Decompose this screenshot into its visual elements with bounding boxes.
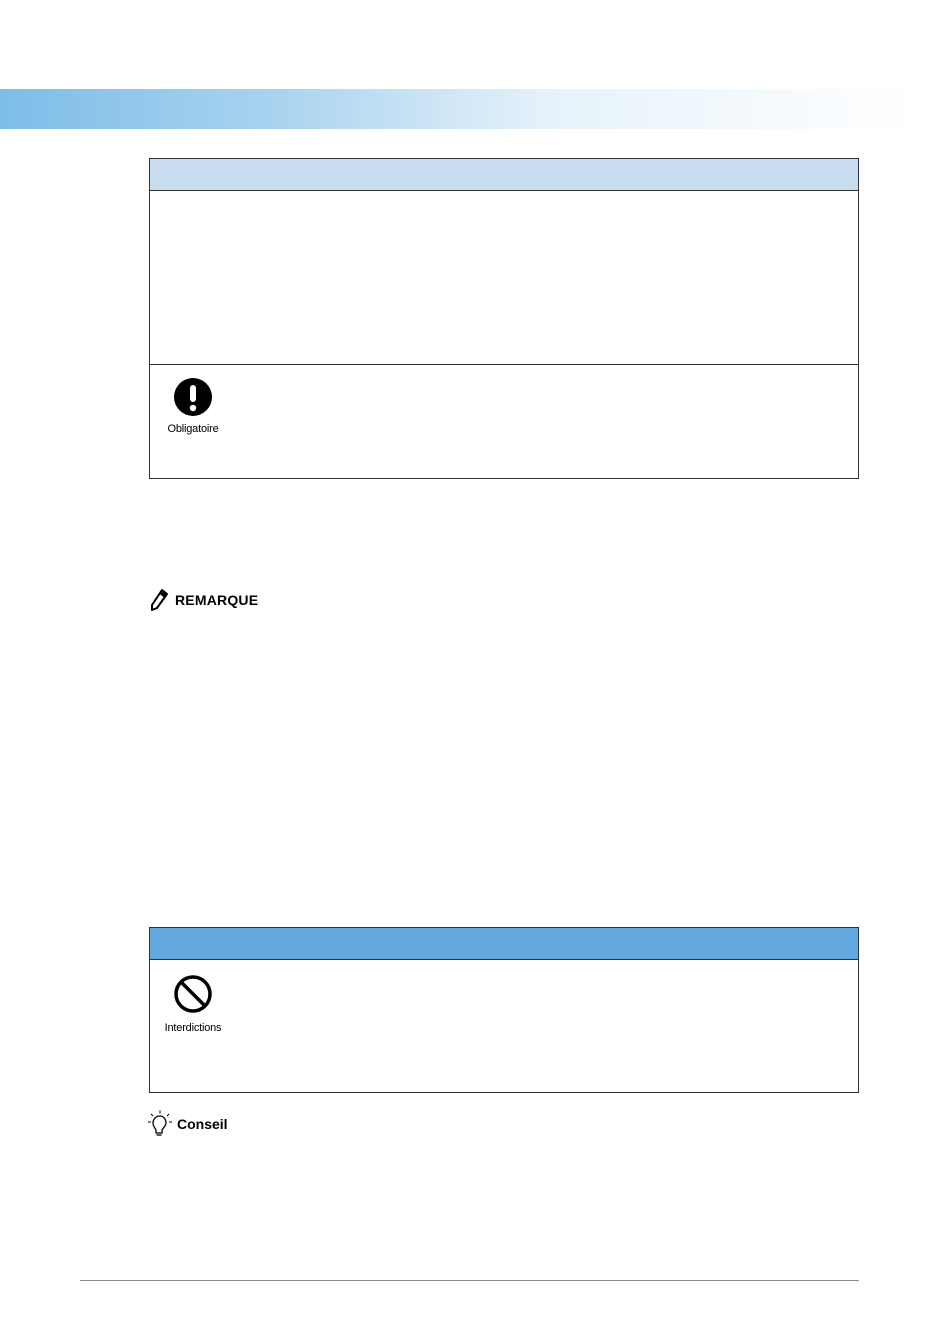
mandatory-label: Obligatoire	[167, 423, 219, 435]
prohibition-symbol	[150, 974, 236, 1034]
caution-box	[149, 158, 859, 479]
pencil-icon	[149, 588, 169, 612]
caution-box-row	[150, 191, 858, 365]
tip-heading	[147, 1110, 228, 1138]
mandatory-symbol	[150, 377, 236, 435]
caution-box-header	[150, 159, 858, 191]
lightbulb-icon	[147, 1110, 173, 1138]
mandatory-exclamation-icon	[173, 377, 213, 417]
header-band	[0, 89, 915, 129]
prohibition-icon	[173, 974, 213, 1014]
footer-divider	[80, 1280, 859, 1281]
warning-box-header	[150, 928, 858, 960]
prohibition-label: Interdictions	[164, 1022, 222, 1034]
note-label: REMARQUE	[175, 592, 259, 608]
warning-box	[149, 927, 859, 1093]
tip-label: Conseil	[177, 1116, 228, 1132]
note-heading	[149, 588, 258, 612]
